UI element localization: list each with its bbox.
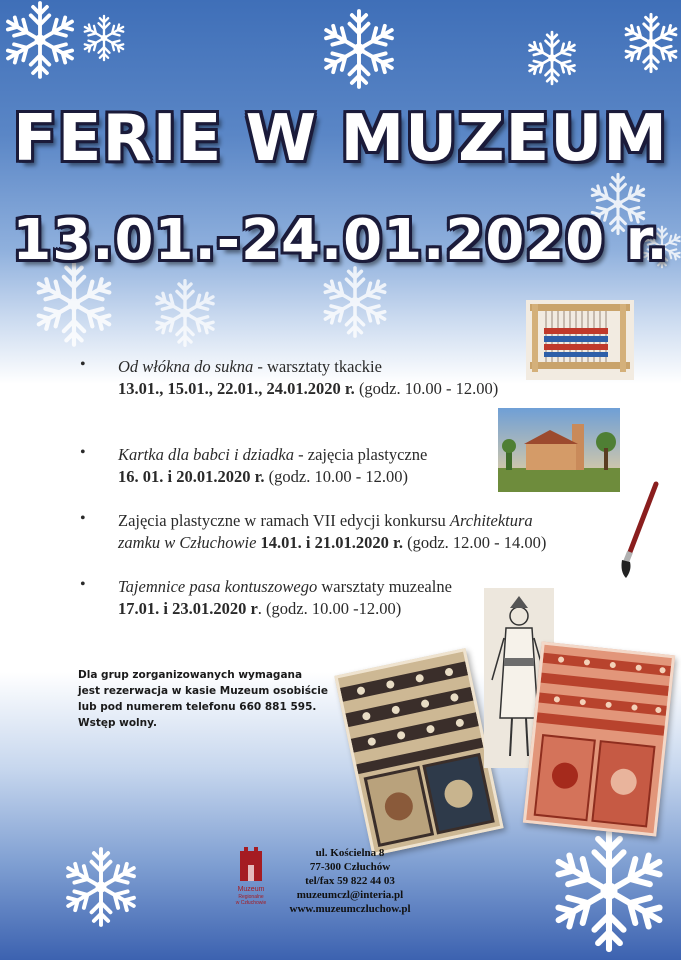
notice-line: Dla grup zorganizowanych wymagana <box>78 669 303 681</box>
event-kind: - warsztaty tkackie <box>253 357 382 376</box>
email-address: muzeumczl@interia.pl <box>296 889 404 901</box>
notice-line: lub pod numerem telefonu 660 881 595. <box>78 701 317 713</box>
bullet-dot: • <box>80 356 86 373</box>
snowflake-icon <box>524 30 580 86</box>
event-kind: warsztaty muzealne <box>317 577 452 596</box>
snowflake-icon <box>620 12 681 74</box>
snowflake-icon <box>80 14 128 62</box>
address-street: ul. Kościelna 8 <box>315 847 385 859</box>
loom-photo <box>526 300 634 380</box>
event-name: Tajemnice pasa kontuszowego <box>118 577 318 596</box>
notice-line: Wstęp wolny. <box>78 717 158 729</box>
event-days: 17.01. i 23.01.2020 r <box>118 599 258 618</box>
event-prefix: Zajęcia plastyczne w ramach VII edycji konkursu <box>118 511 450 530</box>
phone-number: tel/fax 59 822 44 03 <box>305 875 395 887</box>
logo-name: Muzeum <box>237 886 265 893</box>
sash-photo-left <box>334 648 503 856</box>
event-name-cont: zamku w Człuchowie <box>118 533 257 552</box>
event-name: Kartka dla babci i dziadka <box>118 445 294 464</box>
bullet-dot: • <box>80 510 86 527</box>
event-days: 16. 01. i 20.01.2020 r. <box>118 467 265 486</box>
contact-block <box>280 846 420 916</box>
notice-line: jest rezerwacja w kasie Muzeum osobiście <box>78 685 328 697</box>
snowflake-icon <box>0 0 80 80</box>
snowflake-icon <box>30 260 118 348</box>
notice-text <box>78 667 328 731</box>
website-link: www.muzeumczluchow.pl <box>289 903 411 915</box>
event-days: 13.01., 15.01., 22.01., 24.01.2020 r. <box>118 379 355 398</box>
event-hours: . (godz. 10.00 -12.00) <box>257 599 402 618</box>
bullet-dot: • <box>80 444 86 461</box>
snowflake-icon <box>318 8 400 90</box>
event-hours: (godz. 10.00 - 12.00) <box>354 379 499 398</box>
sash-photo-right <box>523 641 675 836</box>
castle-painting <box>498 408 620 492</box>
snowflake-icon <box>150 278 220 348</box>
logo-sub: w Człuchowie <box>235 900 267 906</box>
address-city: 77-300 Człuchów <box>309 861 391 873</box>
snowflake-icon <box>546 828 672 954</box>
page-title: FERIE W MUZEUM <box>13 102 668 176</box>
museum-tower-logo <box>238 845 264 881</box>
event-dates: 13.01.-24.01.2020 r. <box>12 208 669 273</box>
snowflake-icon <box>60 846 142 928</box>
bullet-dot: • <box>80 576 86 593</box>
logo-sub: Regionalne <box>238 894 264 900</box>
museum-logo <box>230 845 272 906</box>
event-name: Od włókna do sukna <box>118 357 254 376</box>
paintbrush-icon <box>616 480 660 580</box>
event-hours: (godz. 10.00 - 12.00) <box>264 467 408 486</box>
event-hours: (godz. 12.00 - 14.00) <box>402 533 547 552</box>
event-name: Architektura <box>449 511 533 530</box>
event-kind: - zajęcia plastyczne <box>294 445 428 464</box>
event-days: 14.01. i 21.01.2020 r. <box>256 533 403 552</box>
snowflake-icon <box>318 265 392 339</box>
